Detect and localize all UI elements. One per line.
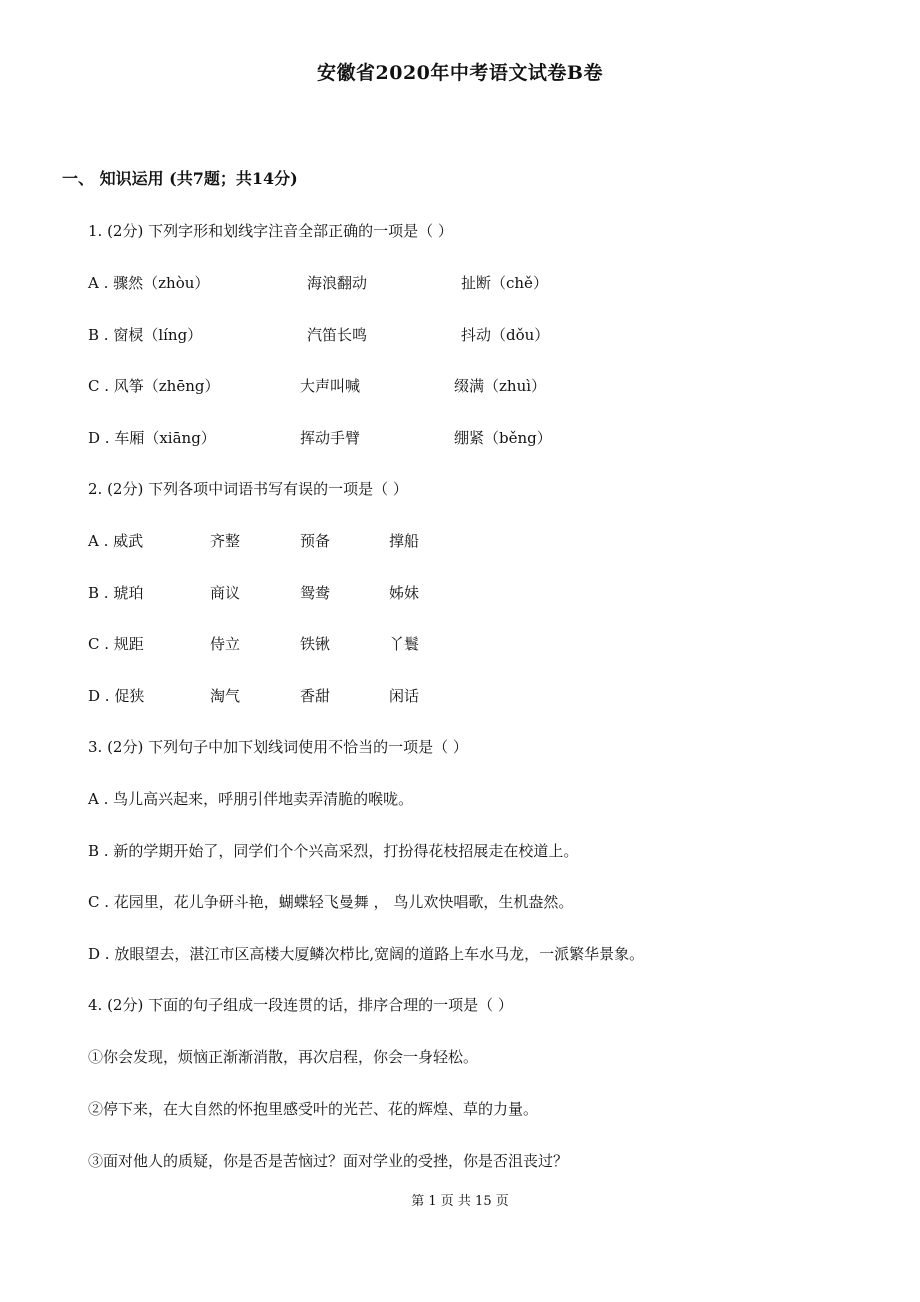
q2-option-c-word-4: 丫鬟: [389, 635, 420, 653]
page-footer: 第 1 页 共 15 页: [411, 1194, 509, 1209]
q1-option-b: B . 窗棂（líng）: [88, 326, 203, 344]
q2-option-c-word-3: 铁锹: [300, 635, 331, 653]
section-heading: 一、 知识运用 (共7题；共14分): [62, 169, 298, 188]
q2-option-c: C . 规距: [88, 635, 144, 653]
q1-option-d-item-3: 绷紧（běng）: [454, 429, 552, 447]
q3-option-a: A . 鸟儿高兴起来，呼朋引伴地卖弄清脆的喉咙。: [88, 790, 414, 808]
q2-option-b: B . 琥珀: [88, 584, 144, 602]
q2-option-b-word-3: 鸳鸯: [300, 584, 331, 602]
q2-option-a-word-4: 撑船: [389, 532, 420, 550]
q1-option-b-item-2: 汽笛长鸣: [307, 326, 368, 344]
q1-option-c: C . 风筝（zhēng）: [88, 377, 220, 395]
page-title: 安徽省2020年中考语文试卷B卷: [317, 62, 603, 84]
q2-option-d: D . 促狭: [88, 687, 145, 705]
q2-option-a-word-3: 预备: [300, 532, 331, 550]
q2-option-a-word-2: 齐整: [210, 532, 241, 550]
question-3-stem: 3. (2分) 下列句子中加下划线词使用不恰当的一项是（ ）: [88, 738, 468, 756]
q1-option-b-item-3: 抖动（dǒu）: [461, 326, 550, 344]
q3-option-b: B . 新的学期开始了，同学们个个兴高采烈，打扮得花枝招展走在校道上。: [88, 842, 579, 860]
q3-option-c: C . 花园里，花儿争研斗艳，蝴蝶轻飞曼舞 ， 鸟儿欢快唱歌，生机盎然。: [88, 893, 574, 911]
q3-option-d: D . 放眼望去，湛江市区高楼大厦鳞次栉比,宽阔的道路上车水马龙，一派繁华景象。: [88, 945, 645, 963]
question-1-stem: 1. (2分) 下列字形和划线字注音全部正确的一项是（ ）: [88, 222, 453, 240]
q4-sentence-3: ③面对他人的质疑，你是否是苦恼过？面对学业的受挫，你是否沮丧过？: [88, 1152, 569, 1170]
q4-sentence-2: ②停下来，在大自然的怀抱里感受叶的光芒、花的辉煌、草的力量。: [88, 1100, 539, 1118]
q2-option-d-word-3: 香甜: [300, 687, 331, 705]
q2-option-b-word-2: 商议: [210, 584, 241, 602]
q4-sentence-1: ①你会发现，烦恼正渐渐消散，再次启程，你会一身轻松。: [88, 1048, 479, 1066]
q1-option-c-item-3: 缀满（zhuì）: [454, 377, 547, 395]
q1-option-a-item-2: 海浪翻动: [307, 274, 368, 292]
q2-option-b-word-4: 姊妹: [389, 584, 420, 602]
question-2-stem: 2. (2分) 下列各项中词语书写有误的一项是（ ）: [88, 480, 408, 498]
q1-option-c-item-2: 大声叫喊: [300, 377, 361, 395]
q1-option-d-item-2: 挥动手臂: [300, 429, 361, 447]
q1-option-d: D . 车厢（xiāng）: [88, 429, 216, 447]
question-4-stem: 4. (2分) 下面的句子组成一段连贯的话，排序合理的一项是（ ）: [88, 996, 513, 1014]
q1-option-a: A . 骤然（zhòu）: [88, 274, 210, 292]
q2-option-c-word-2: 侍立: [210, 635, 241, 653]
q2-option-d-word-2: 淘气: [210, 687, 241, 705]
q1-option-a-item-3: 扯断（chě）: [461, 274, 548, 292]
q2-option-d-word-4: 闲话: [389, 687, 420, 705]
q2-option-a: A . 威武: [88, 532, 144, 550]
